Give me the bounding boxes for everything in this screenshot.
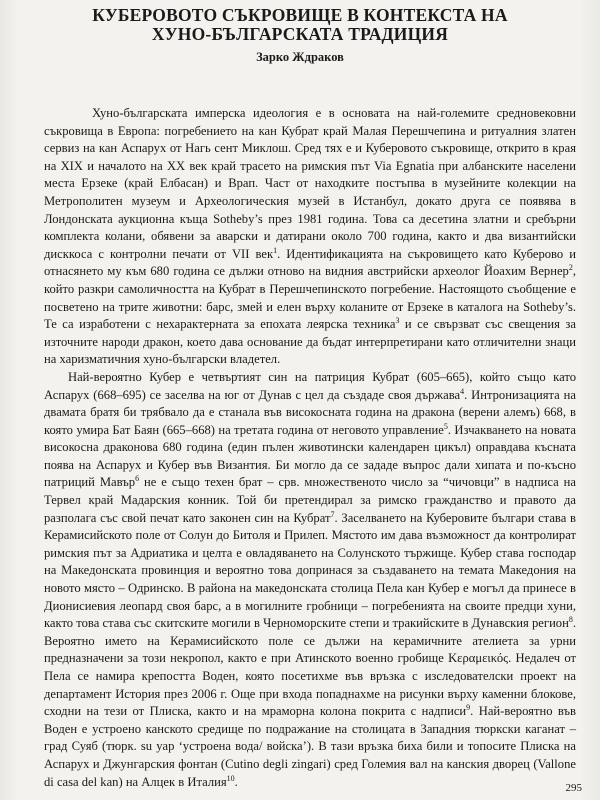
footnote-ref: 4: [460, 386, 465, 396]
footnote-ref: 10: [226, 773, 235, 783]
article-title: [40, 6, 560, 44]
title-line-1: КУБЕРОВОТО СЪКРОВИЩЕ В КОНТЕКСТА НА: [92, 5, 508, 25]
footnote-ref: 5: [443, 421, 448, 431]
page-number: 295: [565, 782, 582, 794]
article-body: [44, 105, 576, 791]
footnote-ref: 6: [135, 474, 140, 484]
footnote-ref: 8: [568, 615, 573, 625]
footnote-ref: 3: [395, 315, 400, 325]
footnote-ref: 1: [273, 245, 278, 255]
title-line-2: ХУНО-БЪЛГАРСКАТА ТРАДИЦИЯ: [151, 24, 449, 44]
author-name: Зарко Ждраков: [256, 50, 344, 64]
paragraph-1: Хуно-българската имперска идеология е в основата на най-големите средновековни съкровища в Европа: погребението на кан Кубрат край Малая Перешчепина и ритуалния златен сервиз на кан Аспарух от Нагь сент Миклош. Сред тях е и Куберовото съкровище, открито в края на XIX и началото на XX век край трасето на римския път Via Egnatia при албанските населени места Ерзеке (край Елбасан) и Врап. Част от находките постъпва в музейните колекции на Метрополитен музеум и Археологическия музей в Истанбул, докато друга се появява в Лондонската аукционна къща Sotheby’s през 1981 година. Това са десетина златни и сребърни комплекта колани, обявени за аварски и датирани около 700 година, както и два византийски дисккоса с контролни печати от VII век$^1$. Идентификацията на съкровището като Куберово и отнасянето му към 680 година се дължи отново на видния австрийски археолог Йоахим Вернер$^2$, който разкри самоличността на Кубрат в Перешчепинското погребение. Настоящото съобщение е посветено на трите животни: барс, змей и елен върху коланите от Ерзеке в каталога на Sotheby’s. Те са изработени с нехарактерната за епохата леярска техника$^3$ и се свързват със свещения за източните народи дракон, което дава основание да бъдат интерпретирани като отличителни знаци на харизматичния хуно-български владетел.: [44, 106, 576, 367]
footnote-ref: 9: [466, 703, 471, 712]
footnote-ref: 2: [568, 263, 573, 273]
paragraph-2: Най-вероятно Кубер е четвъртият син на патриция Кубрат (605–665), който също като Аспарух (668–695) се заселва на юг от Дунав с цел да създаде своя държава$^4$. Интронизацията на двамата братя би трябвало да е станала във високосната година на дракона (верени алемъ) 668, в която умира Бат Баян (665–668) на третата година от неговото управление$^5$. Изчакването на новата високосна драконова 680 година (един пълен животински календарен цикъл) оправдава късната поява на Аспарух и Кубер във Византия. Би могло да се зададе въпрос дали хипата и по-късно патриций Мавър$^6$ не е също техен брат – срв. множественото число за “чичовци” в надписа на Тервел край Мадарския конник. Той би претендирал за римско гражданство и правото да разполага със свой печат като законен син на Кубрат$^7$. Заселването на Куберовите българи става в Керамисийското поле от Солун до Битоля и Прилеп. Мястото им дава възможност да контролират римския път за Адриатика и целта е овладяването на Солунското тържище. Кубер става господар на Македонската провинция и вероятно това допринася за създаването на темата Македония на новото място – Одринско. В района на македонската столица Пела кан Кубер е могъл да принесе в Дионисиевия леопард своя барс, а в могилните гробници – погребенията на своите предци хуни, както това става със скитските могили в Черноморските степи и тракийските в Дунавския регион$^8$. Вероятно името на Керамисийското поле се дължи на керамичните ателиета за урни предназначени за този некропол, както е при Атинското военно гробище Κεραμεικός. Недалеч от Пела се намира крепостта Воден, която посетихме във връзка с изследователски проект на департамент История през 2006 г. Още при входа попаднахме на рисунки върху каменни блокове, сходни на тези от Плиска, както и на мраморна колона покрита с надписи$^9$. Най-вероятно във Воден е устроено канското средище по подражание на столицата в Западния тюркски каганат – град Суяб (тюрк. su yap ‘устроена вода/ войска’). В тази връзка биха били и топосите Плиска на Аспарух и Джунгарския фонтан (Cutino degli zingari) сред Големия вал на канския дворец (Vallone di casa del kan) на Алцек в Италия$^{10}$.: [44, 369, 577, 789]
footnote-ref: 7: [330, 509, 335, 519]
